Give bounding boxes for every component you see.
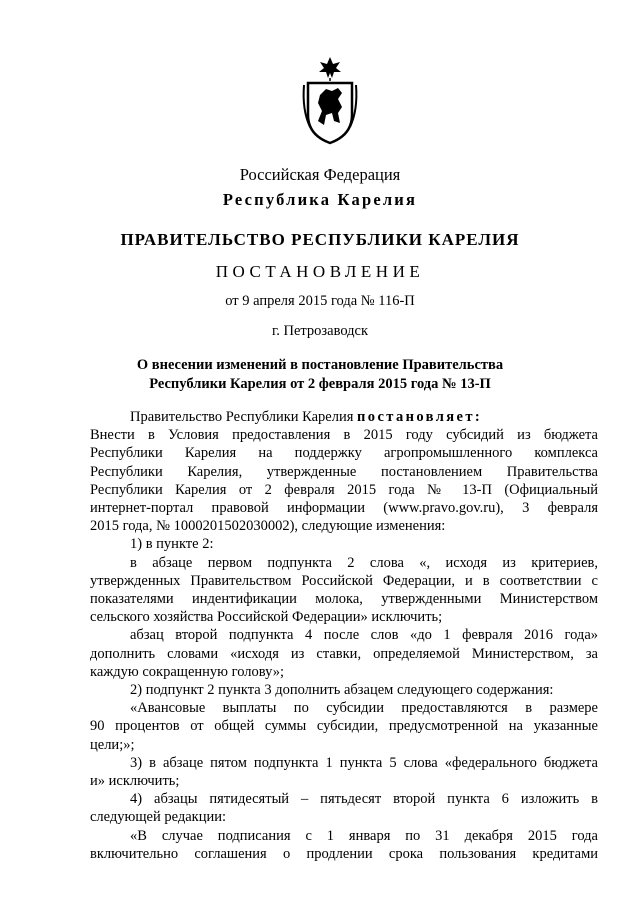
body-line: «В случае подписания с 1 января по 31 декабря 2015 года xyxy=(130,827,598,844)
body-line: включительно соглашения о продлении срока пользования кредитами xyxy=(90,845,598,862)
body-line: 90 процентов от общей суммы субсидии, предусмотренной на указанные xyxy=(90,718,598,735)
body-line: 2) подпункт 2 пункта 3 дополнить абзацем следующего содержания: xyxy=(130,682,554,699)
body-line: Внести в Условия предоставления в 2015 году субсидий из бюджета xyxy=(90,427,598,444)
body-line: показателями индентификации молока, утвержденными Министерством xyxy=(90,591,598,608)
document-title-line: О внесении изменений в постановление Правительства xyxy=(136,357,504,373)
body-line: и» исключить; xyxy=(90,773,180,790)
document-body xyxy=(90,408,598,863)
body-line: Республики Карелия от 2 февраля 2015 года № 13-П (Официальный xyxy=(90,481,598,498)
body-line: 3) в абзаце пятом подпункта 1 пункта 5 слова «федерального бюджета xyxy=(130,754,598,771)
intro-paragraph xyxy=(90,408,598,426)
body-line: цели;»; xyxy=(90,736,135,753)
body-line: Республики Карелия на поддержку агропромышленного комплекса xyxy=(90,445,598,462)
intro-verb: постановляет: xyxy=(357,409,483,425)
body-line: 4) абзацы пятидесятый – пятьдесят второй пункта 6 изложить в xyxy=(130,791,598,808)
body-line: 1) в пункте 2: xyxy=(130,536,214,553)
document-date-number: от 9 апреля 2015 года № 116-П xyxy=(225,293,415,309)
document-type: ПОСТАНОВЛЕНИЕ xyxy=(215,262,425,281)
body-line: Республики Карелия, утвержденные постановлением Правительства xyxy=(90,463,598,480)
document-title-line: Республики Карелия от 2 февраля 2015 года № 13-П xyxy=(149,376,491,392)
country-name: Российская Федерация xyxy=(239,165,401,184)
body-line: дополнить словами «исходя из ставки, определяемой Министерством, за xyxy=(90,645,598,662)
government-name: ПРАВИТЕЛЬСТВО РЕСПУБЛИКИ КАРЕЛИЯ xyxy=(120,230,520,249)
body-line: в абзаце первом подпункта 2 слова «, исходя из критериев, xyxy=(130,554,598,571)
body-line: утвержденных Правительством Российской Федерации, и в соответствии с xyxy=(90,572,598,589)
body-line: абзац второй подпункта 4 после слов «до 1 февраля 2016 года» xyxy=(130,627,598,644)
body-lines xyxy=(90,426,598,863)
document-city: г. Петрозаводск xyxy=(271,323,369,339)
body-line: 2015 года, № 1000201502030002), следующие изменения: xyxy=(90,518,446,535)
karelia-coat-of-arms-icon xyxy=(300,55,360,145)
body-line: следующей редакции: xyxy=(90,809,227,826)
body-line: «Авансовые выплаты по субсидии предоставляются в размере xyxy=(130,700,598,717)
republic-name: Республика Карелия xyxy=(222,190,418,209)
body-line: каждую сокращенную голову»; xyxy=(90,663,284,680)
intro-subject: Правительство Республики Карелия xyxy=(130,409,354,425)
document-title xyxy=(0,356,640,394)
body-line: интернет-портал правовой информации (www.pravo.gov.ru), 3 февраля xyxy=(90,500,598,517)
body-line: сельского хозяйства Российской Федерации» исключить; xyxy=(90,609,443,626)
